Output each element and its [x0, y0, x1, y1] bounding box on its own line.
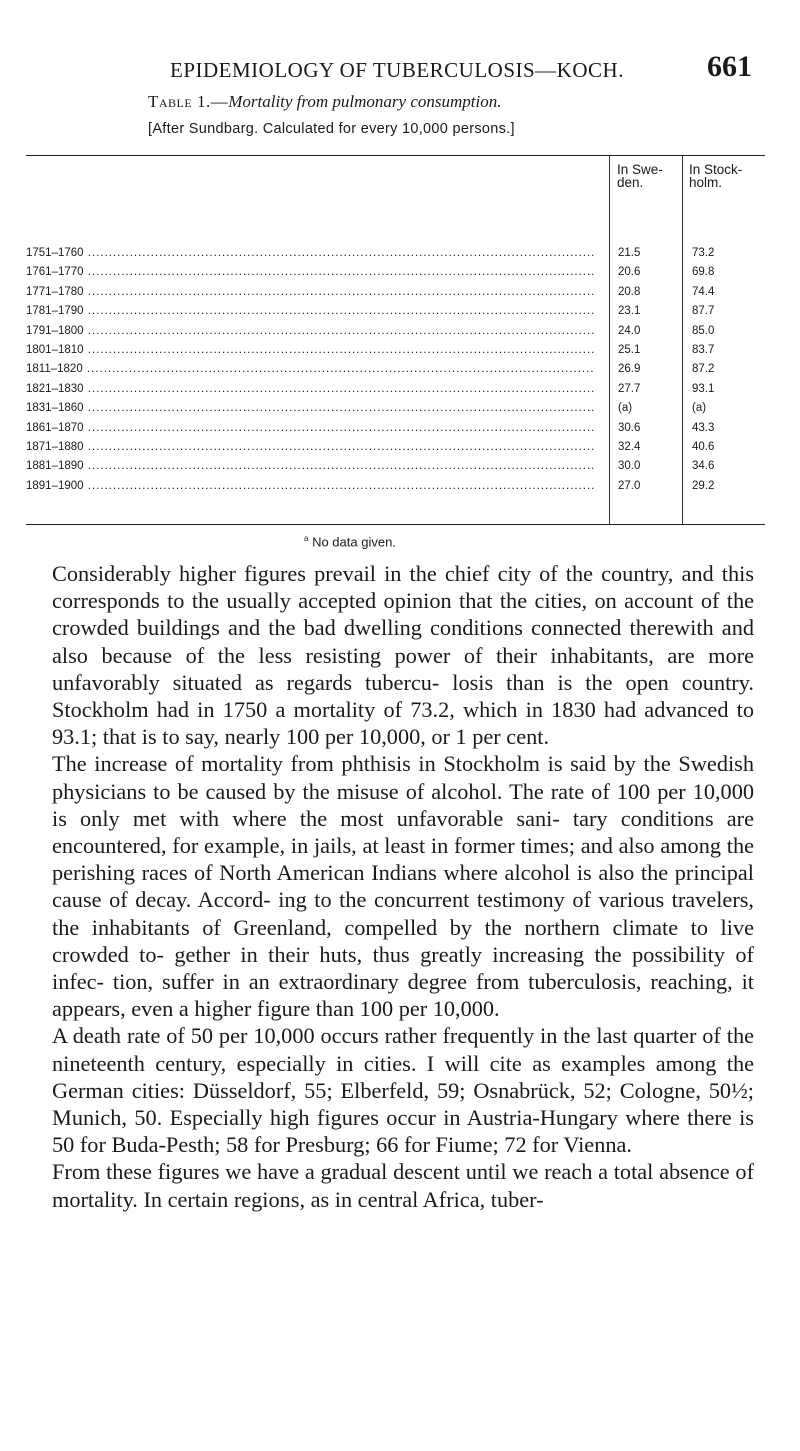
row-period: 1751–1760 ..... [26, 247, 594, 259]
row-value-sweden: 27.7 [618, 382, 641, 395]
row-value-stockholm: 74.4 [692, 285, 715, 298]
body-paragraph: A death rate of 50 per 10,000 occurs rather frequently in the last quarter of the nineteenth century, especially in cities. I will cite as examples among the German cities: Düsseldorf, 55; Elberfeld, 59; Osnabrück, 52; Cologne, 50½; Munich, 50. Especially high figures occur in Austria-Hungary where there is 50 for Buda-Pesth; 58 for Presburg; 66 for Fiume; 72 for Vienna. [52, 1023, 754, 1158]
column-header-stockholm: In Stock- holm. [689, 162, 743, 190]
row-period: 1831–1860 ..... [26, 402, 594, 414]
table-caption [148, 92, 501, 112]
row-value-sweden: (a) [618, 402, 633, 415]
row-value-stockholm: 29.2 [692, 479, 715, 492]
row-value-sweden: 21.5 [618, 247, 641, 259]
table-row [26, 305, 765, 324]
row-value-stockholm: 69.8 [692, 266, 715, 279]
row-value-sweden: 32.4 [618, 440, 641, 453]
row-value-sweden: 26.9 [618, 363, 641, 376]
row-value-stockholm: 87.2 [692, 363, 715, 376]
table-row [26, 460, 765, 479]
row-period: 1811–1820 ..... [26, 363, 594, 375]
row-period: 1761–1770 ..... [26, 266, 594, 278]
table-bottom-rule [26, 524, 765, 525]
row-value-stockholm: (a) [692, 402, 707, 415]
body-paragraph: The increase of mortality from phthisis in Stockholm is said by the Swedish physicians to be caused by the misuse of alcohol. The rate of 100 per 10,000 is only met with where the most unfavorable sani- tary conditions are encountered, for example, in jails, at least in former times; and also among the perishing races of North American Indians where alcohol is also the principal cause of decay. Accord- ing to the concurrent testimony of various travelers, the inhabitants of Greenland, compelled by the northern climate to live crowded to- gether in their huts, thus greatly increasing the possibility of infec- tion, suffer in an extraordinary degree from tuberculosis, reaching, it appears, even a higher figure than 100 per 10,000. [52, 751, 754, 1022]
row-value-sweden: 24.0 [618, 324, 641, 337]
row-value-stockholm: 83.7 [692, 343, 715, 356]
page-number: 661 [707, 50, 752, 83]
table-row [26, 286, 765, 305]
table-row [26, 422, 765, 441]
row-value-stockholm: 85.0 [692, 324, 715, 337]
table-row [26, 325, 765, 344]
row-period: 1781–1790 ..... [26, 305, 594, 317]
row-period: 1891–1900 ..... [26, 480, 594, 492]
row-value-sweden: 30.0 [618, 460, 641, 473]
row-period: 1861–1870 ..... [26, 422, 594, 434]
row-value-sweden: 20.8 [618, 285, 641, 298]
table-title: Mortality from pulmonary consumption. [228, 92, 502, 111]
column-header-sweden: In Swe- den. [617, 162, 663, 190]
row-value-stockholm: 43.3 [692, 421, 715, 434]
table-row [26, 247, 765, 266]
row-value-stockholm: 34.6 [692, 460, 715, 473]
row-period: 1771–1780 ..... [26, 286, 594, 298]
row-value-stockholm: 93.1 [692, 382, 715, 395]
row-value-sweden: 23.1 [618, 305, 641, 318]
row-value-stockholm: 40.6 [692, 440, 715, 453]
row-value-sweden: 27.0 [618, 479, 641, 492]
row-period: 1821–1830 ..... [26, 383, 594, 395]
row-period: 1801–1810 ..... [26, 344, 594, 356]
table-top-rule [26, 155, 765, 156]
body-paragraph: From these figures we have a gradual descent until we reach a total absence of mortality. In certain regions, as in central Africa, tuber- [52, 1159, 754, 1212]
row-period: 1881–1890 ..... [26, 460, 594, 472]
row-value-stockholm: 87.7 [692, 305, 715, 318]
table-row [26, 363, 765, 382]
body-paragraph: Considerably higher figures prevail in the chief city of the country, and this corresponds to the usually accepted opinion that the cities, on account of the crowded buildings and the bad dwelling conditions connected therewith and also because of the less resisting power of their inhabitants, are more unfavorably situated as regards tubercu- losis than is the open country. Stockholm had in 1750 a mortality of 73.2, which in 1830 had advanced to 93.1; that is to say, nearly 100 per 10,000, or 1 per cent. [52, 561, 754, 750]
running-head [170, 46, 752, 86]
row-period: 1791–1800 ..... [26, 325, 594, 337]
body-text [52, 560, 754, 1213]
table-row [26, 383, 765, 402]
table-subcaption: [After Sundbarg. Calculated for every 10,000 persons.] [148, 121, 515, 137]
table-label: Table 1.— [148, 92, 229, 111]
row-value-sweden: 20.6 [618, 266, 641, 279]
row-period: 1871–1880 ..... [26, 441, 594, 453]
table-row [26, 402, 765, 421]
table-body [26, 247, 765, 499]
running-head-title: EPIDEMIOLOGY OF TUBERCULOSIS—KOCH. [170, 58, 624, 82]
table-row [26, 441, 765, 460]
row-value-sweden: 30.6 [618, 421, 641, 434]
footnote-text: No data given. [312, 534, 396, 550]
table-row [26, 344, 765, 363]
footnote-mark: a [304, 534, 309, 543]
table-row [26, 266, 765, 285]
table-row [26, 480, 765, 499]
table-footnote [304, 534, 396, 549]
row-value-sweden: 25.1 [618, 343, 641, 356]
row-value-stockholm: 73.2 [692, 247, 715, 259]
